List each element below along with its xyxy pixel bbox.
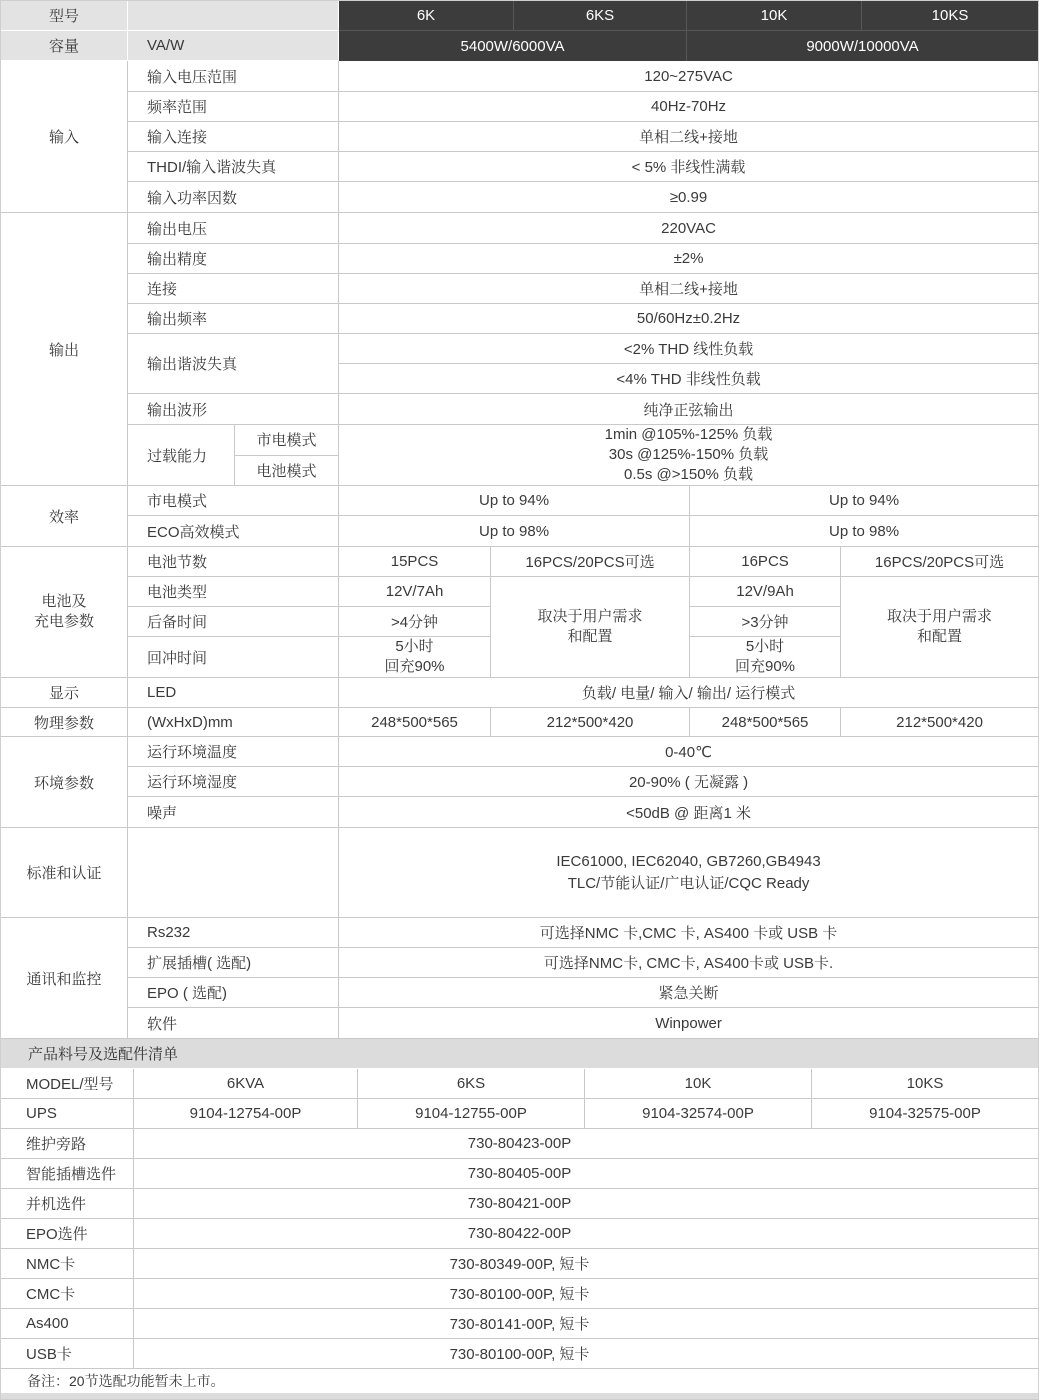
row-value: ±2%: [339, 244, 1038, 274]
parts-row-value: 730-80141-00P, 短卡: [134, 1309, 1038, 1339]
parts-table: [1, 1069, 1038, 1369]
harmonic-value-nonlinear: <4% THD 非线性负载: [339, 364, 1038, 394]
row-value: 50/60Hz±0.2Hz: [339, 304, 1038, 334]
battery-cells-6k: 15PCS: [339, 547, 491, 577]
row-label-led: LED: [128, 678, 339, 708]
row-label: 输出频率: [128, 304, 339, 334]
parts-row-value: 730-80405-00P: [134, 1159, 1038, 1189]
parts-row-label: USB卡: [1, 1339, 134, 1369]
model-6ks: 6KS: [514, 1, 687, 31]
section-title-display: 显示: [1, 678, 128, 708]
row-value: <50dB @ 距离1 米: [339, 797, 1038, 828]
overload-value: [339, 425, 1038, 486]
row-label: 扩展插槽( 选配): [128, 948, 339, 978]
parts-row-value: 730-80100-00P, 短卡: [134, 1339, 1038, 1369]
footnote-text: 备注：20节选配功能暂未上市。: [27, 1373, 225, 1389]
battery-cells-10ks: 16PCS/20PCS可选: [841, 547, 1038, 577]
row-label: 回冲时间: [128, 637, 339, 678]
parts-row-label: 智能插槽选件: [1, 1159, 134, 1189]
efficiency-10k-value: Up to 94%: [690, 486, 1038, 516]
efficiency-6k-value: Up to 98%: [339, 516, 690, 547]
row-label: THDI/输入谐波失真: [128, 152, 339, 182]
row-label: 运行环境湿度: [128, 767, 339, 797]
battery-depends-10ks: 取决于用户需求 和配置: [841, 577, 1038, 678]
model-row-label: 型号: [1, 1, 128, 31]
section-title-communication: 通讯和监控: [1, 918, 128, 1039]
row-value: 可选择NMC 卡,CMC 卡, AS400 卡或 USB 卡: [339, 918, 1038, 948]
waveform-value: 纯净正弦输出: [339, 394, 1038, 425]
battery-backup-10k: >3分钟: [690, 607, 841, 637]
parts-model-10k: 10K: [585, 1069, 812, 1099]
row-label: 频率范围: [128, 92, 339, 122]
parts-row-label: CMC卡: [1, 1279, 134, 1309]
overload-line: 0.5s @>150% 负载: [624, 466, 754, 483]
capacity-10k: 9000W/10000VA: [687, 31, 1038, 61]
row-label: 运行环境温度: [128, 737, 339, 767]
overload-line: 1min @105%-125% 负载: [604, 426, 773, 443]
section-title-battery: 电池及 充电参数: [1, 547, 128, 678]
row-value: 紧急关断: [339, 978, 1038, 1008]
row-value: 220VAC: [339, 213, 1038, 244]
ups-part-number: 9104-32575-00P: [812, 1099, 1038, 1129]
row-label-overload: 过载能力: [128, 425, 235, 486]
row-label: ECO高效模式: [128, 516, 339, 547]
parts-row-label: 维护旁路: [1, 1129, 134, 1159]
row-value: 可选择NMC卡, CMC卡, AS400卡或 USB卡.: [339, 948, 1038, 978]
parts-row-label: 并机选件: [1, 1189, 134, 1219]
row-label: 输入电压范围: [128, 61, 339, 92]
row-value: 20-90% ( 无凝露 ): [339, 767, 1038, 797]
parts-section-title: 产品料号及选配件清单: [28, 1046, 179, 1063]
ups-part-number: 9104-12755-00P: [358, 1099, 585, 1129]
battery-recharge-6k: 5小时 回充90%: [339, 637, 491, 678]
row-value: 40Hz-70Hz: [339, 92, 1038, 122]
parts-row-value: 730-80422-00P: [134, 1219, 1038, 1249]
row-label: Rs232: [128, 918, 339, 948]
parts-model-6ks: 6KS: [358, 1069, 585, 1099]
row-label: 软件: [128, 1008, 339, 1039]
parts-section-header: [1, 1039, 1038, 1069]
row-label: 输入连接: [128, 122, 339, 152]
section-title-standards: 标准和认证: [1, 828, 128, 918]
vaw-label: VA/W: [128, 31, 339, 61]
parts-ups-label: UPS: [1, 1099, 134, 1129]
bottom-gray-strip: [1, 1393, 1038, 1400]
parts-row-label: EPO选件: [1, 1219, 134, 1249]
row-value: 120~275VAC: [339, 61, 1038, 92]
row-label-harmonic: 输出谐波失真: [128, 334, 339, 394]
row-label: 连接: [128, 274, 339, 304]
battery-cells-6ks: 16PCS/20PCS可选: [491, 547, 690, 577]
led-value: 负载/ 电量/ 输入/ 输出/ 运行模式: [339, 678, 1038, 708]
battery-type-6k: 12V/7Ah: [339, 577, 491, 607]
parts-row-value: 730-80349-00P, 短卡: [134, 1249, 1038, 1279]
section-title-environment: 环境参数: [1, 737, 128, 828]
model-10k: 10K: [687, 1, 862, 31]
row-label: 输出精度: [128, 244, 339, 274]
row-value: Winpower: [339, 1008, 1038, 1039]
parts-row-label: As400: [1, 1309, 134, 1339]
battery-recharge-10k: 5小时 回充90%: [690, 637, 841, 678]
row-label: 市电模式: [128, 486, 339, 516]
row-label-waveform: 输出波形: [128, 394, 339, 425]
dimensions-10k: 248*500*565: [690, 708, 841, 737]
efficiency-6k-value: Up to 94%: [339, 486, 690, 516]
ups-part-number: 9104-32574-00P: [585, 1099, 812, 1129]
spec-table: [1, 61, 1038, 1039]
section-title-input: 输入: [1, 61, 128, 213]
capacity-6k: 5400W/6000VA: [339, 31, 687, 61]
parts-row-value: 730-80100-00P, 短卡: [134, 1279, 1038, 1309]
row-label: 输出电压: [128, 213, 339, 244]
model-header-table: [1, 1, 1038, 61]
section-title-physical: 物理参数: [1, 708, 128, 737]
row-value: 单相二线+接地: [339, 274, 1038, 304]
standards-empty-cell: [128, 828, 339, 918]
ups-part-number: 9104-12754-00P: [134, 1099, 358, 1129]
section-title-efficiency: 效率: [1, 486, 128, 547]
footnote: [1, 1369, 1038, 1393]
battery-depends-6ks: 取决于用户需求 和配置: [491, 577, 690, 678]
battery-cells-10k: 16PCS: [690, 547, 841, 577]
section-title-output: 输出: [1, 213, 128, 486]
dimensions-6k: 248*500*565: [339, 708, 491, 737]
harmonic-value-linear: <2% THD 线性负载: [339, 334, 1038, 364]
overload-mode-battery: 电池模式: [235, 456, 339, 487]
overload-mode-mains: 市电模式: [235, 425, 339, 456]
parts-row-label: NMC卡: [1, 1249, 134, 1279]
row-value: < 5% 非线性满载: [339, 152, 1038, 182]
row-label-dimensions: (WxHxD)mm: [128, 708, 339, 737]
efficiency-10k-value: Up to 98%: [690, 516, 1038, 547]
row-label: 电池类型: [128, 577, 339, 607]
parts-row-value: 730-80421-00P: [134, 1189, 1038, 1219]
capacity-row-label: 容量: [1, 31, 128, 61]
model-row-empty-cell: [128, 1, 339, 31]
row-value: ≥0.99: [339, 182, 1038, 213]
standards-value: IEC61000, IEC62040, GB7260,GB4943 TLC/节能认证/广电认证/CQC Ready: [339, 828, 1038, 918]
parts-row-value: 730-80423-00P: [134, 1129, 1038, 1159]
row-label: 输入功率因数: [128, 182, 339, 213]
row-label: EPO ( 选配): [128, 978, 339, 1008]
row-label: 后备时间: [128, 607, 339, 637]
battery-type-10k: 12V/9Ah: [690, 577, 841, 607]
parts-model-6kva: 6KVA: [134, 1069, 358, 1099]
model-6k: 6K: [339, 1, 514, 31]
dimensions-10ks: 212*500*420: [841, 708, 1038, 737]
row-value: 0-40℃: [339, 737, 1038, 767]
model-10ks: 10KS: [862, 1, 1038, 31]
battery-backup-6k: >4分钟: [339, 607, 491, 637]
dimensions-6ks: 212*500*420: [491, 708, 690, 737]
parts-model-label: MODEL/型号: [1, 1069, 134, 1099]
overload-line: 30s @125%-150% 负载: [608, 446, 769, 463]
row-label: 电池节数: [128, 547, 339, 577]
row-value: 单相二线+接地: [339, 122, 1038, 152]
parts-model-10ks: 10KS: [812, 1069, 1038, 1099]
row-label: 噪声: [128, 797, 339, 828]
